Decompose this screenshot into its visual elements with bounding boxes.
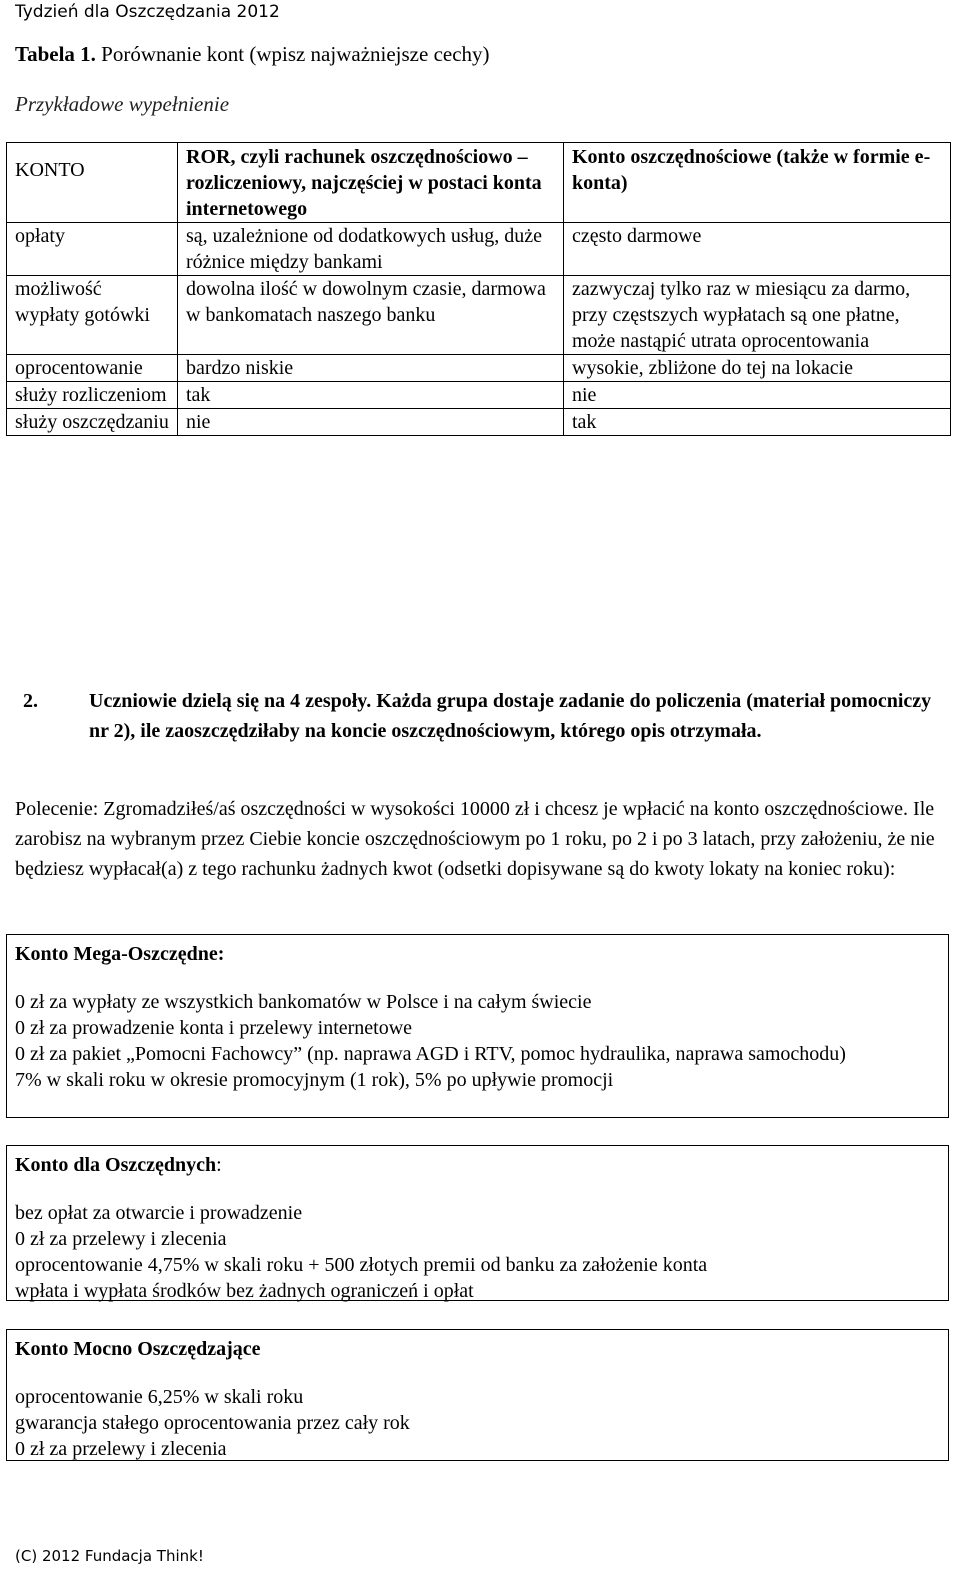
list-item: 0 zł za przelewy i zlecenia — [15, 1438, 227, 1460]
table-row — [7, 382, 951, 409]
footer: (C) 2012 Fundacja Think! — [15, 1547, 204, 1565]
list-item: 0 zł za pakiet „Pomocni Fachowcy” (np. naprawa AGD i RTV, pomoc hydraulika, naprawa samochodu) — [15, 1043, 846, 1065]
table-cell: opłaty — [7, 223, 178, 276]
list-item: 0 zł za przelewy i zlecenia — [15, 1228, 227, 1250]
list-item: 0 zł za wypłaty ze wszystkich bankomatów w Polsce i na całym świecie — [15, 991, 592, 1013]
table-cell: tak — [564, 409, 951, 436]
list-item: 0 zł za prowadzenie konta i przelewy internetowe — [15, 1017, 413, 1039]
account-name — [15, 941, 940, 967]
table-cell: często darmowe — [564, 223, 951, 276]
account-name — [15, 1152, 940, 1178]
table-cell: służy oszczędzaniu — [7, 409, 178, 436]
section-text: Uczniowie dzielą się na 4 zespoły. Każda grupa dostaje zadanie do policzenia (materiał pomocniczy nr 2), ile zaoszczędziłaby na koncie oszczędnościowym, którego opis otrzymała. — [89, 690, 932, 742]
table-caption — [15, 42, 490, 67]
list-item: gwarancja stałego oprocentowania przez cały rok — [15, 1412, 410, 1434]
table-cell-savings: Konto oszczędnościowe (także w formie e-konta) — [564, 143, 951, 223]
table-row — [7, 409, 951, 436]
table-cell: zazwyczaj tylko raz w miesiącu za darmo, przy częstszych wypłatach są one płatne, może nastąpić utrata oprocentowania — [564, 276, 951, 355]
account-name-tail: : — [216, 1154, 222, 1176]
table-row — [7, 143, 951, 223]
page-header: Tydzień dla Oszczędzania 2012 — [15, 2, 280, 22]
list-item: oprocentowanie 4,75% w skali roku + 500 złotych premii od banku za założenie konta — [15, 1254, 708, 1276]
table-cell: bardzo niskie — [178, 355, 564, 382]
list-item: wpłata i wypłata środków bez żadnych ograniczeń i opłat — [15, 1280, 474, 1302]
section-number: 2. — [23, 690, 38, 712]
account-name-text: Konto dla Oszczędnych — [15, 1154, 217, 1176]
table-cell: dowolna ilość w dowolnym czasie, darmowa w bankomatach naszego banku — [178, 276, 564, 355]
table-row — [7, 355, 951, 382]
account-name-text: Konto Mocno Oszczędzające — [15, 1338, 261, 1360]
example-label: Przykładowe wypełnienie — [15, 92, 230, 116]
table-cell-ror: ROR, czyli rachunek oszczędnościowo – rozliczeniowy, najczęściej w postaci konta internetowego — [178, 143, 564, 223]
account-name-text: Konto Mega-Oszczędne: — [15, 943, 225, 965]
table-cell: wysokie, zbliżone do tej na lokacie — [564, 355, 951, 382]
table-row — [7, 276, 951, 355]
list-item: bez opłat za otwarcie i prowadzenie — [15, 1202, 303, 1224]
table-row — [7, 223, 951, 276]
account-name — [15, 1336, 940, 1362]
account-box-mega — [6, 934, 949, 1118]
instruction-paragraph: Polecenie: Zgromadziłeś/aś oszczędności w wysokości 10000 zł i chcesz je wpłacić na konto oszczędnościowe. Ile zarobisz na wybranym przez Ciebie koncie oszczędnościowym po 1 roku, po 2 i po 3 latach, przy założeniu, że nie będziesz wypłacał(a) z tego rachunku żadnych kwot (odsetki dopisywane są do kwoty lokaty na koniec roku): — [15, 798, 935, 880]
table-cell-konto: KONTO — [7, 143, 178, 223]
table-cell: nie — [178, 409, 564, 436]
comparison-table — [6, 142, 951, 436]
table-cell: tak — [178, 382, 564, 409]
table-caption-text: Porównanie kont (wpisz najważniejsze cechy) — [95, 42, 490, 66]
section-2 — [15, 686, 940, 746]
table-cell: możliwość wypłaty gotówki — [7, 276, 178, 355]
table-cell: są, uzależnione od dodatkowych usług, duże różnice między bankami — [178, 223, 564, 276]
account-box-oszczednych — [6, 1145, 949, 1301]
table-caption-label: Tabela 1. — [15, 42, 96, 66]
list-item: 7% w skali roku w okresie promocyjnym (1 rok), 5% po upływie promocji — [15, 1069, 614, 1091]
table-cell: nie — [564, 382, 951, 409]
table-cell: oprocentowanie — [7, 355, 178, 382]
list-item: oprocentowanie 6,25% w skali roku — [15, 1386, 304, 1408]
account-box-mocno — [6, 1329, 949, 1461]
table-cell: służy rozliczeniom — [7, 382, 178, 409]
